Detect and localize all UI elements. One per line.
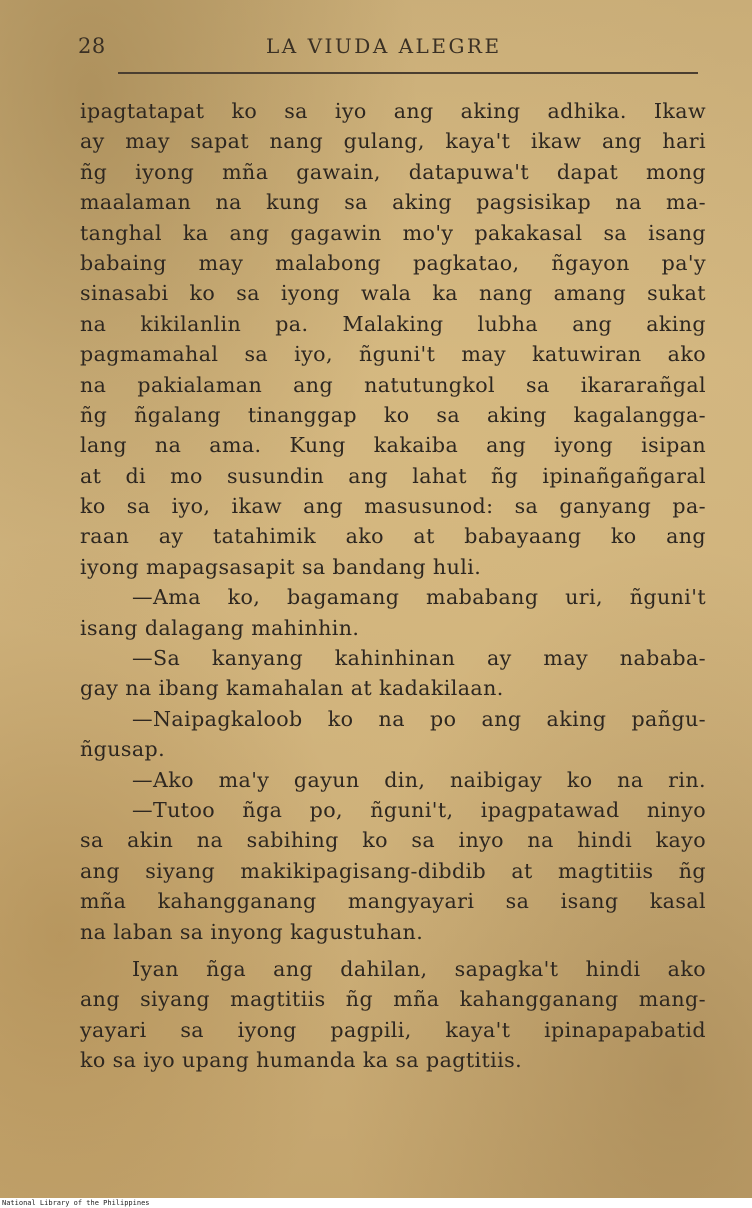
library-credit: National Library of the Philippines xyxy=(2,1199,150,1207)
running-title: LA VIUDA ALEGRE xyxy=(266,34,502,58)
text-line: na laban sa inyong kagustuhan. xyxy=(80,919,424,944)
text-line: lang na ama. Kung kakaiba ang iyong isipan xyxy=(80,433,706,458)
running-header xyxy=(78,34,700,64)
paragraph-gap xyxy=(80,947,706,954)
text-line: ñg iyong mña gawain, datapuwa't dapat mong xyxy=(80,159,706,184)
text-line: babaing may malabong pagkatao, ñgayon pa'y xyxy=(80,250,706,275)
dialogue-line: —Sa kanyang kahinhinan ay may nababa- xyxy=(132,646,706,671)
text-line: yayari sa iyong pagpili, kaya't ipinapapabatid xyxy=(80,1017,706,1042)
text-line: maalaman na kung sa aking pagsisikap na ma- xyxy=(80,190,706,215)
page-body xyxy=(80,96,706,1076)
text-line: ang siyang magtitiis ñg mña kahangganang mang- xyxy=(80,987,706,1012)
text-line: pagmamahal sa iyo, ñguni't may katuwiran ako xyxy=(80,342,706,367)
text-line: ko sa iyo, ikaw ang masusunod: sa ganyang pa- xyxy=(80,494,706,519)
text-line: ang siyang makikipagisang-dibdib at magtitiis ñg xyxy=(80,858,706,883)
text-line: tanghal ka ang gagawin mo'y pakakasal sa isang xyxy=(80,220,706,245)
text-line: gay na ibang kamahalan at kadakilaan. xyxy=(80,676,504,701)
text-line: raan ay tatahimik ako at babayaang ko ang xyxy=(80,524,706,549)
text-line: ñgusap. xyxy=(80,737,166,762)
text-line: sinasabi ko sa iyong wala ka nang amang sukat xyxy=(80,281,706,306)
text-line: sa akin na sabihing ko sa inyo na hindi kayo xyxy=(80,828,706,853)
text-line: at di mo susundin ang lahat ñg ipinañgañgaral xyxy=(80,463,706,488)
text-line: mña kahangganang mangyayari sa isang kasal xyxy=(80,889,706,914)
text-line: ñg ñgalang tinanggap ko sa aking kagalangga- xyxy=(80,402,706,427)
paragraph-line: Iyan ñga ang dahilan, sapagka't hindi ako xyxy=(132,956,706,981)
text-line: isang dalagang mahinhin. xyxy=(80,615,360,640)
text-line: na pakialaman ang natutungkol sa ikararañgal xyxy=(80,372,706,397)
text-line: ay may sapat nang gulang, kaya't ikaw ang hari xyxy=(80,129,706,154)
dialogue-line: —Naipagkaloob ko na po ang aking pañgu- xyxy=(132,706,706,731)
text-line: na kikilanlin pa. Malaking lubha ang aking xyxy=(80,311,706,336)
text-line: ko sa iyo upang humanda ka sa pagtitiis. xyxy=(80,1048,523,1073)
dialogue-line: —Tutoo ñga po, ñguni't, ipagpatawad ninyo xyxy=(132,797,706,822)
header-rule xyxy=(118,72,698,74)
text-line: iyong mapagsasapit sa bandang huli. xyxy=(80,554,482,579)
dialogue-line: —Ama ko, bagamang mababang uri, ñguni't xyxy=(132,585,706,610)
page-number: 28 xyxy=(78,34,106,58)
dialogue-line: —Ako ma'y gayun din, naibigay ko na rin. xyxy=(132,767,706,792)
text-line: ipagtatapat ko sa iyo ang aking adhika. Ikaw xyxy=(80,99,706,123)
